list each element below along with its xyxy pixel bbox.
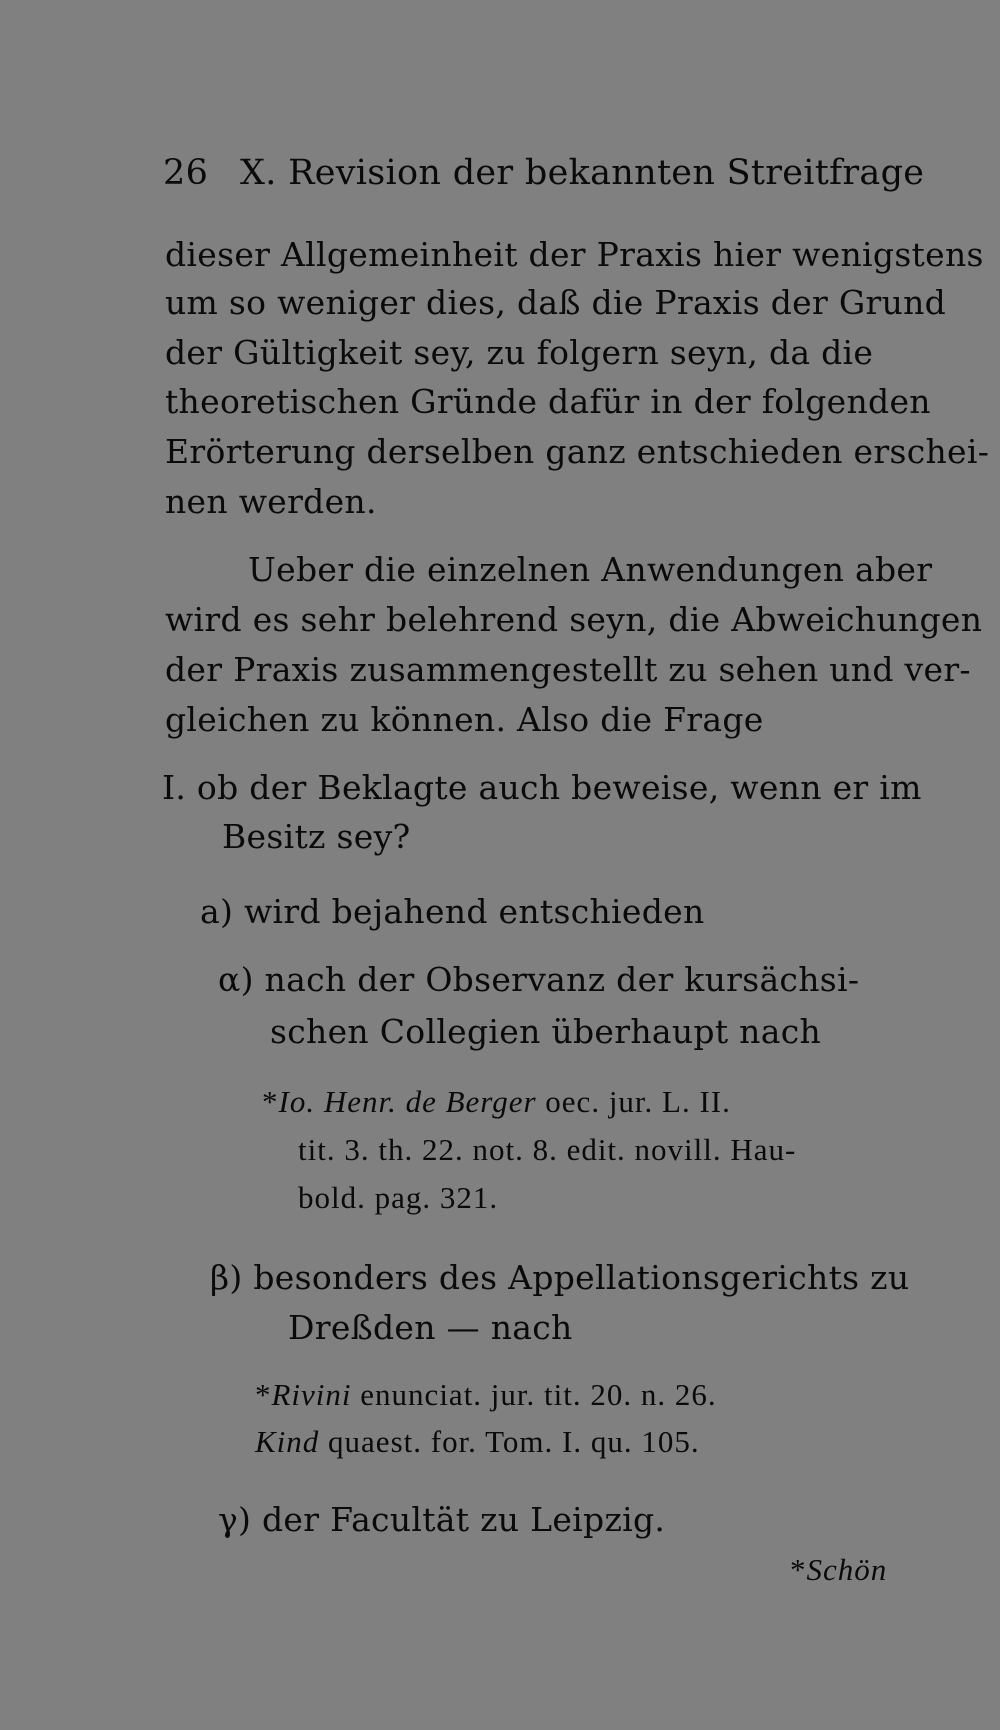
footnote-marker: * xyxy=(790,1552,807,1587)
item-gamma: γ) der Facultät zu Leipzig. xyxy=(218,1500,666,1539)
footnote-author: Kind xyxy=(255,1424,320,1459)
footnote-line: bold. pag. 321. xyxy=(298,1180,499,1215)
footnote-text: enunciat. jur. tit. 20. n. 26. xyxy=(351,1377,717,1412)
text-line: Dreßden — nach xyxy=(288,1308,573,1347)
text-line: nen werden. xyxy=(165,482,377,521)
footnote-line: tit. 3. th. 22. not. 8. edit. novill. Hau- xyxy=(298,1132,797,1167)
text-line: gleichen zu können. Also die Frage xyxy=(165,700,764,739)
footnote-text: oec. jur. L. II. xyxy=(536,1084,731,1119)
footnote-text: quaest. for. Tom. I. qu. 105. xyxy=(319,1424,700,1459)
text-line: um so weniger dies, daß die Praxis der Grund xyxy=(165,283,947,322)
text-line: dieser Allgemeinheit der Praxis hier wenigstens xyxy=(165,235,984,274)
text-line: β) besonders des Appellationsgerichts zu xyxy=(210,1258,910,1297)
footnote-line xyxy=(262,1082,731,1122)
page-number: 26 xyxy=(163,153,209,193)
text-line: der Praxis zusammengestellt zu sehen und ver- xyxy=(165,650,971,689)
text-line: der Gültigkeit sey, zu folgern seyn, da die xyxy=(165,333,874,372)
text-line: Besitz sey? xyxy=(222,817,411,856)
footnote-author: Io. Henr. de Berger xyxy=(278,1084,537,1119)
footnote-marker: * xyxy=(262,1084,279,1119)
text-line: theoretischen Gründe dafür in der folgenden xyxy=(165,382,931,421)
catchword-text: Schön xyxy=(806,1552,888,1587)
footnote-line xyxy=(255,1422,700,1462)
footnote-line xyxy=(255,1375,717,1415)
answer-a: a) wird bejahend entschieden xyxy=(200,892,705,931)
text-line: schen Collegien überhaupt nach xyxy=(270,1012,822,1051)
running-title: X. Revision der bekannten Streitfrage xyxy=(240,153,925,193)
text-line: wird es sehr belehrend seyn, die Abweichungen xyxy=(165,600,983,639)
text-line: Erörterung derselben ganz entschieden erschei- xyxy=(165,432,990,471)
text-line: α) nach der Observanz der kursächsi- xyxy=(218,960,860,999)
footnote-marker: * xyxy=(255,1377,272,1412)
text-line: I. ob der Beklagte auch beweise, wenn er im xyxy=(162,768,922,807)
text-line: Ueber die einzelnen Anwendungen aber xyxy=(248,550,933,589)
catchword xyxy=(790,1550,887,1590)
footnote-author: Rivini xyxy=(271,1377,352,1412)
